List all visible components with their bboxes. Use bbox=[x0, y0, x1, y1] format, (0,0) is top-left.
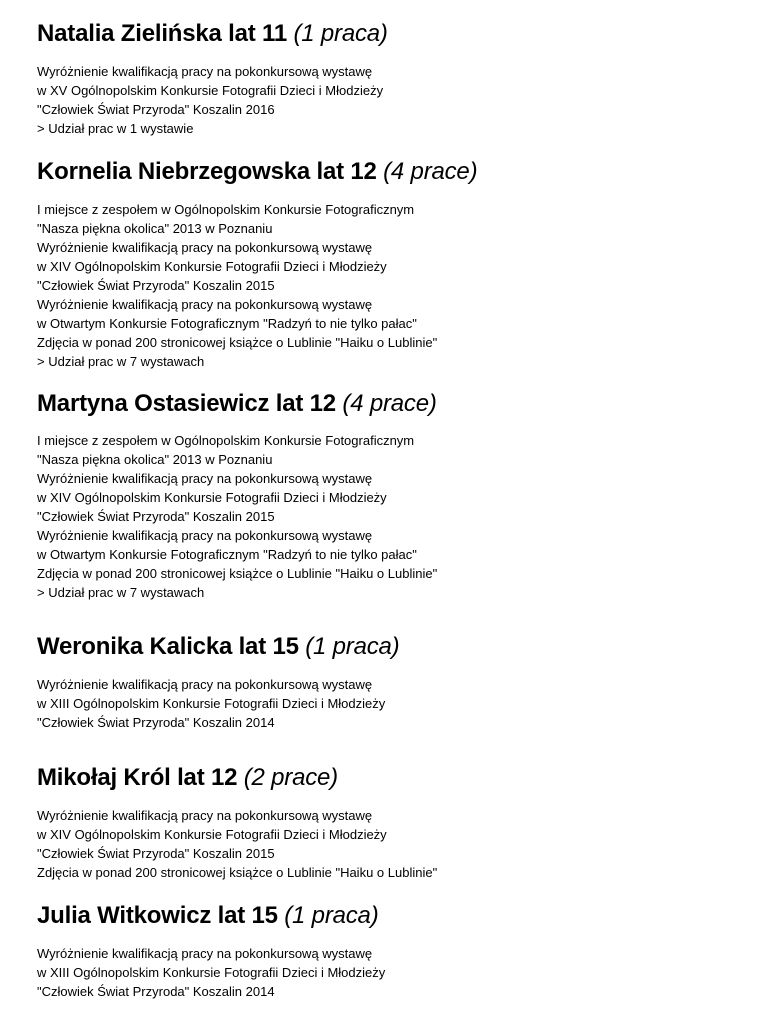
participant-name: Julia Witkowicz lat 15 bbox=[37, 902, 278, 929]
participant-heading bbox=[37, 763, 737, 793]
achievement-line: w XIII Ogólnopolskim Konkursie Fotografii Dzieci i Młodzieży bbox=[37, 965, 386, 980]
works-count: (2 prace) bbox=[243, 764, 338, 791]
achievement-line: w XIV Ogólnopolskim Konkursie Fotografii Dzieci i Młodzieży bbox=[37, 259, 387, 274]
achievement-line: I miejsce z zespołem w Ogólnopolskim Konkursie Fotograficznym bbox=[37, 433, 415, 448]
achievement-line: "Człowiek Świat Przyroda" Koszalin 2015 bbox=[37, 509, 275, 524]
participant-entry bbox=[37, 632, 737, 732]
achievement-line: "Człowiek Świat Przyroda" Koszalin 2015 bbox=[37, 278, 275, 293]
achievements-list bbox=[37, 806, 737, 882]
achievements-list bbox=[37, 62, 737, 138]
achievement-line: Wyróżnienie kwalifikacją pracy na pokonkursową wystawę bbox=[37, 64, 373, 79]
achievement-line: Wyróżnienie kwalifikacją pracy na pokonkursową wystawę bbox=[37, 471, 373, 486]
exhibitions-summary: > Udział prac w 7 wystawach bbox=[37, 585, 205, 600]
works-count: (4 prace) bbox=[342, 390, 437, 417]
participant-heading bbox=[37, 632, 737, 662]
achievement-line: w Otwartym Konkursie Fotograficznym "Radzyń to nie tylko pałac" bbox=[37, 547, 417, 562]
participant-name: Weronika Kalicka lat 15 bbox=[37, 633, 299, 660]
achievement-line: w XV Ogólnopolskim Konkursie Fotografii Dzieci i Młodzieży bbox=[37, 83, 384, 98]
participant-name: Natalia Zielińska lat 11 bbox=[37, 20, 288, 47]
works-count: (1 praca) bbox=[305, 633, 400, 660]
participant-entry bbox=[37, 389, 737, 602]
achievement-line: "Nasza piękna okolica" 2013 w Poznaniu bbox=[37, 452, 273, 467]
participant-name: Martyna Ostasiewicz lat 12 bbox=[37, 390, 336, 417]
achievement-line: I miejsce z zespołem w Ogólnopolskim Konkursie Fotograficznym bbox=[37, 202, 415, 217]
achievement-line: w XIV Ogólnopolskim Konkursie Fotografii Dzieci i Młodzieży bbox=[37, 827, 387, 842]
participant-entry bbox=[37, 763, 737, 882]
achievement-line: Wyróżnienie kwalifikacją pracy na pokonkursową wystawę bbox=[37, 946, 373, 961]
achievement-line: "Człowiek Świat Przyroda" Koszalin 2014 bbox=[37, 984, 275, 999]
achievements-list bbox=[37, 200, 737, 371]
achievement-line: Zdjęcia w ponad 200 stronicowej książce o Lublinie "Haiku o Lublinie" bbox=[37, 865, 438, 880]
participant-entry bbox=[37, 901, 737, 1001]
achievement-line: "Nasza piękna okolica" 2013 w Poznaniu bbox=[37, 221, 273, 236]
achievement-line: Wyróżnienie kwalifikacją pracy na pokonkursową wystawę bbox=[37, 677, 373, 692]
exhibitions-summary: > Udział prac w 1 wystawie bbox=[37, 121, 194, 136]
achievement-line: "Człowiek Świat Przyroda" Koszalin 2016 bbox=[37, 102, 275, 117]
exhibitions-summary: > Udział prac w 7 wystawach bbox=[37, 354, 205, 369]
achievement-line: w XIII Ogólnopolskim Konkursie Fotografii Dzieci i Młodzieży bbox=[37, 696, 386, 711]
participant-heading bbox=[37, 901, 737, 931]
works-count: (1 praca) bbox=[284, 902, 379, 929]
achievements-list bbox=[37, 431, 737, 602]
participant-entry bbox=[37, 157, 737, 371]
participant-name: Mikołaj Król lat 12 bbox=[37, 764, 238, 791]
participant-name: Kornelia Niebrzegowska lat 12 bbox=[37, 158, 377, 185]
achievements-list bbox=[37, 944, 737, 1001]
achievement-line: Wyróżnienie kwalifikacją pracy na pokonkursową wystawę bbox=[37, 808, 373, 823]
achievement-line: w Otwartym Konkursie Fotograficznym "Radzyń to nie tylko pałac" bbox=[37, 316, 417, 331]
achievement-line: w XIV Ogólnopolskim Konkursie Fotografii Dzieci i Młodzieży bbox=[37, 490, 387, 505]
achievement-line: "Człowiek Świat Przyroda" Koszalin 2015 bbox=[37, 846, 275, 861]
participant-heading bbox=[37, 157, 737, 187]
achievements-list bbox=[37, 675, 737, 732]
achievement-line: Wyróżnienie kwalifikacją pracy na pokonkursową wystawę bbox=[37, 240, 373, 255]
achievement-line: Zdjęcia w ponad 200 stronicowej książce o Lublinie "Haiku o Lublinie" bbox=[37, 566, 438, 581]
achievement-line: Wyróżnienie kwalifikacją pracy na pokonkursową wystawę bbox=[37, 528, 373, 543]
achievement-line: Wyróżnienie kwalifikacją pracy na pokonkursową wystawę bbox=[37, 297, 373, 312]
achievement-line: "Człowiek Świat Przyroda" Koszalin 2014 bbox=[37, 715, 275, 730]
participant-heading bbox=[37, 389, 737, 419]
participant-entry bbox=[37, 19, 737, 138]
achievement-line: Zdjęcia w ponad 200 stronicowej książce o Lublinie "Haiku o Lublinie" bbox=[37, 335, 438, 350]
participant-heading bbox=[37, 19, 737, 49]
works-count: (4 prace) bbox=[383, 158, 478, 185]
works-count: (1 praca) bbox=[293, 20, 388, 47]
